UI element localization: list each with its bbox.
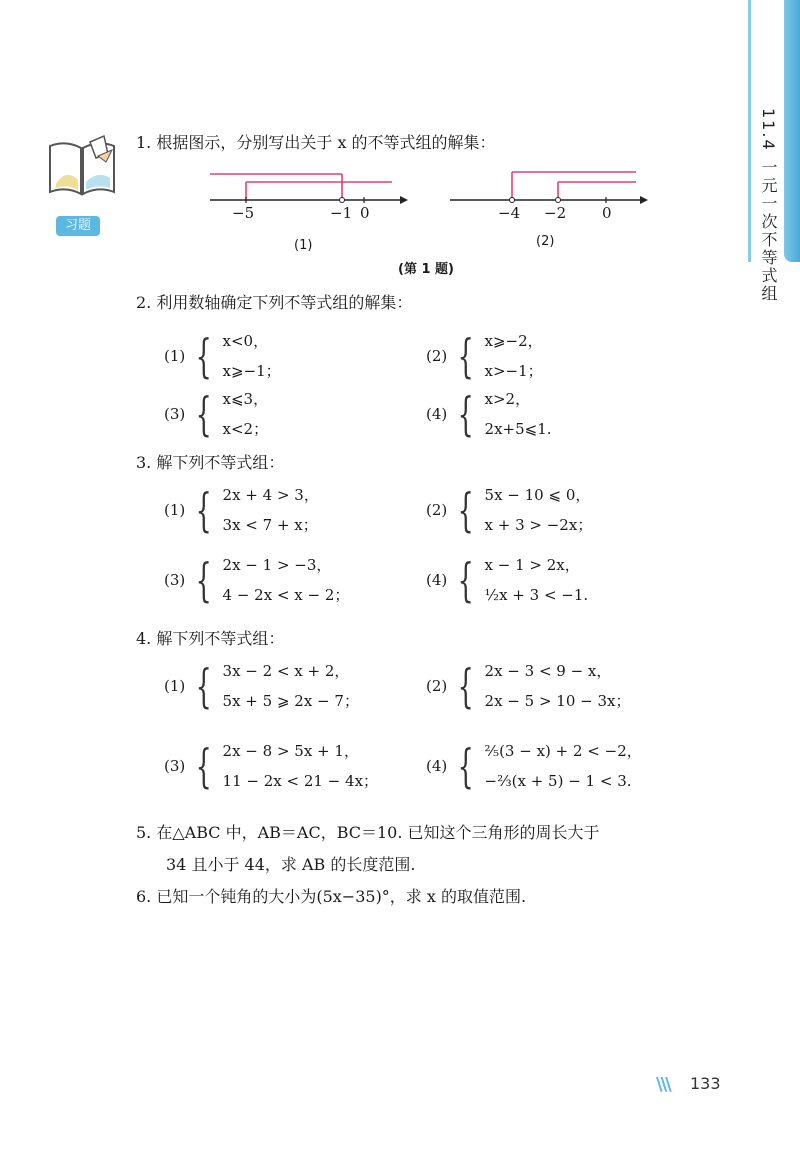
inequality: 2x+5⩽1. — [484, 420, 552, 438]
item-label: (2) — [426, 501, 448, 519]
brace: { — [457, 659, 474, 713]
item-label: (1) — [164, 677, 186, 695]
section-title: 11.4 一元一次不等式组 — [759, 108, 778, 303]
inequality: 2x + 4 > 3， — [222, 486, 319, 504]
brace: { — [457, 387, 474, 441]
inequality: x⩾−1； — [222, 362, 281, 380]
problem-4-item — [164, 656, 359, 716]
inequality: 2x − 8 > 5x + 1， — [222, 742, 359, 760]
problem-3-item — [164, 550, 349, 610]
brace: { — [195, 387, 212, 441]
side-tab-band — [784, 0, 800, 262]
inequality: −⅔(x + 5) − 1 < 3. — [484, 772, 632, 790]
inequality: 2x − 3 < 9 − x， — [484, 662, 612, 680]
inequality: 5x + 5 ⩾ 2x − 7； — [222, 692, 359, 710]
brace: { — [195, 329, 212, 383]
item-label: (3) — [164, 757, 186, 775]
problem-3-item — [426, 480, 592, 540]
problem-4-text: 4. 解下列不等式组： — [136, 629, 285, 648]
problem-6-text: 6. 已知一个钝角的大小为(5x−35)°，求 x 的取值范围. — [136, 887, 527, 906]
item-label: (4) — [426, 571, 448, 589]
inequality: 2x − 1 > −3， — [222, 556, 332, 574]
problem-4-item — [164, 736, 378, 796]
problem-5-line-1: 5. 在△ABC 中，AB＝AC，BC＝10. 已知这个三角形的周长大于 — [136, 823, 600, 842]
inequality: ½x + 3 < −1. — [484, 586, 589, 604]
problem-3-text: 3. 解下列不等式组： — [136, 453, 285, 472]
fig2-caption: (2) — [536, 234, 555, 249]
brace: { — [457, 329, 474, 383]
problem-4-item — [426, 736, 642, 796]
book-icon — [46, 132, 118, 202]
inequality: x>−1； — [484, 362, 543, 380]
inequality: x⩽3， — [222, 390, 269, 408]
inequality: 5x − 10 ⩽ 0， — [484, 486, 591, 504]
inequality: 3x < 7 + x； — [222, 516, 318, 534]
inequality: x<2； — [222, 420, 269, 438]
inequality: ⅖(3 − x) + 2 < −2， — [484, 742, 642, 760]
inequality: x − 1 > 2x， — [484, 556, 580, 574]
inequality: 4 − 2x < x − 2； — [222, 586, 350, 604]
page-marker-icon: \\\ — [656, 1074, 670, 1095]
problem-4-item — [426, 656, 630, 716]
fig2-tick-label: −4 — [498, 204, 521, 222]
inequality: x + 3 > −2x； — [484, 516, 593, 534]
item-label: (4) — [426, 757, 448, 775]
problem-2-item — [164, 384, 268, 444]
inequality: 2x − 5 > 10 − 3x； — [484, 692, 631, 710]
inequality: x⩾−2， — [484, 332, 543, 350]
page-number: 133 — [690, 1074, 721, 1093]
problem-5-line-2: 34 且小于 44，求 AB 的长度范围. — [166, 855, 416, 874]
problem-1-text: 1. 根据图示，分别写出关于 x 的不等式组的解集： — [136, 133, 496, 152]
fig1-caption: (1) — [294, 238, 313, 253]
problem-3-item — [164, 480, 319, 540]
brace: { — [195, 739, 212, 793]
inequality: x<0， — [222, 332, 269, 350]
fig1-tick-label: 0 — [360, 204, 370, 222]
inequality: 11 − 2x < 21 − 4x； — [222, 772, 379, 790]
brace: { — [457, 553, 474, 607]
problem-2-item — [164, 326, 281, 386]
fig2-tick-label: −2 — [544, 204, 567, 222]
fig1-tick-label: −5 — [232, 204, 255, 222]
exercise-badge: 习题 — [56, 216, 100, 236]
item-label: (3) — [164, 571, 186, 589]
fig1-tick-label: −1 — [330, 204, 353, 222]
inequality: 3x − 2 < x + 2， — [222, 662, 350, 680]
problem-3-item — [426, 550, 588, 610]
problem-2-item — [426, 326, 543, 386]
brace: { — [195, 553, 212, 607]
brace: { — [195, 483, 212, 537]
brace: { — [195, 659, 212, 713]
figure-caption: (第 1 题) — [398, 262, 454, 277]
item-label: (3) — [164, 405, 186, 423]
item-label: (2) — [426, 347, 448, 365]
item-label: (1) — [164, 501, 186, 519]
item-label: (2) — [426, 677, 448, 695]
problem-2-item — [426, 384, 552, 444]
inequality: x>2， — [484, 390, 531, 408]
brace: { — [457, 483, 474, 537]
brace: { — [457, 739, 474, 793]
item-label: (4) — [426, 405, 448, 423]
problem-2-text: 2. 利用数轴确定下列不等式组的解集： — [136, 293, 413, 312]
item-label: (1) — [164, 347, 186, 365]
fig2-tick-label: 0 — [602, 204, 612, 222]
